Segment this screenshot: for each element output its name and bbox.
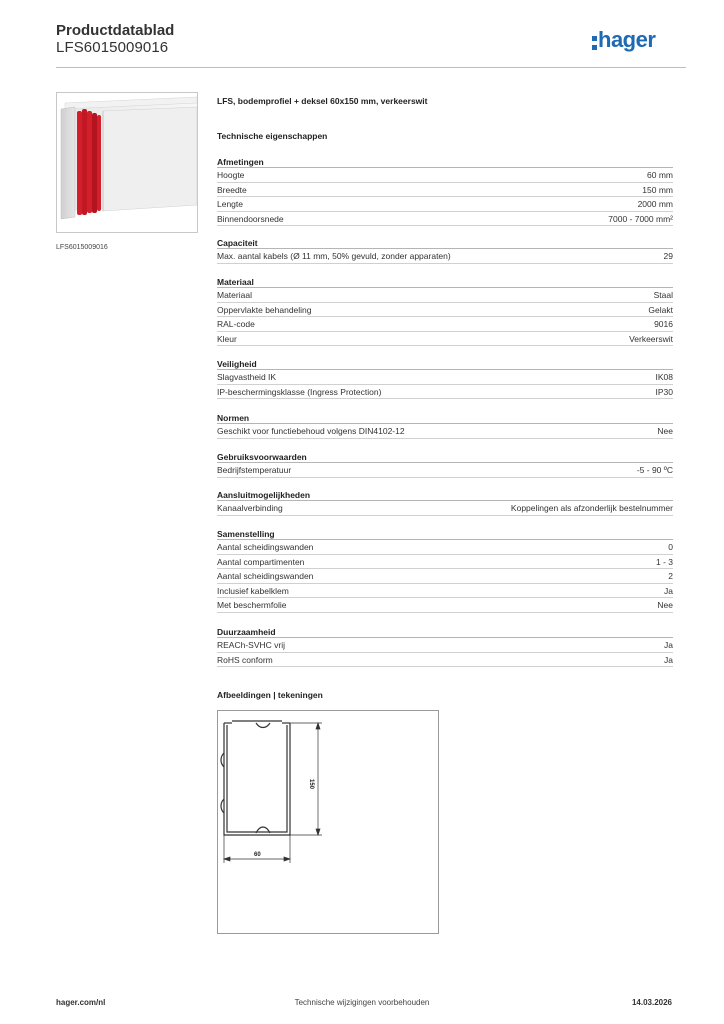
section-veiligheid — [217, 358, 673, 399]
table-row: IP-beschermingsklasse (Ingress Protection) IP30 — [217, 385, 673, 400]
section-aansluitmogelijkheden — [217, 489, 673, 516]
header-divider — [56, 67, 686, 68]
product-image — [56, 92, 198, 233]
product-title: LFS, bodemprofiel + deksel 60x150 mm, verkeerswit — [217, 96, 428, 106]
logo-text: hager — [598, 27, 656, 52]
table-row: Inclusief kabelklem Ja — [217, 584, 673, 599]
section-heading: Aansluitmogelijkheden — [217, 489, 673, 501]
section-duurzaamheid — [217, 626, 673, 667]
footer-website: hager.com/nl — [56, 998, 106, 1007]
table-row: Materiaal Staal — [217, 288, 673, 303]
section-normen — [217, 412, 673, 439]
logo-dots-icon — [592, 36, 597, 54]
section-samenstelling — [217, 528, 673, 613]
table-row: Max. aantal kabels (Ø 11 mm, 50% gevuld, zonder apparaten) 29 — [217, 249, 673, 264]
table-row: Kleur Verkeerswit — [217, 332, 673, 347]
table-row: Aantal compartimenten 1 - 3 — [217, 555, 673, 570]
footer-disclaimer: Technische wijzigingen voorbehouden — [294, 998, 430, 1007]
cable-trunking-icon — [57, 93, 198, 233]
section-heading: Capaciteit — [217, 237, 673, 249]
section-heading: Samenstelling — [217, 528, 673, 540]
table-row: Hoogte 60 mm — [217, 168, 673, 183]
table-row: RAL-code 9016 — [217, 317, 673, 332]
section-heading: Materiaal — [217, 276, 673, 288]
article-number: LFS6015009016 — [56, 39, 169, 56]
table-row: Met beschermfolie Nee — [217, 598, 673, 613]
footer-date: 14.03.2026 — [631, 998, 672, 1007]
section-afmetingen — [217, 156, 673, 226]
table-row: Kanaalverbinding Koppelingen als afzonderlijk bestelnummer — [217, 501, 673, 516]
section-capaciteit — [217, 237, 673, 264]
section-heading: Afmetingen — [217, 156, 673, 168]
section-heading: Gebruiksvoorwaarden — [217, 451, 673, 463]
hager-logo — [592, 28, 676, 58]
table-row: REACh-SVHC vrij Ja — [217, 638, 673, 653]
drawings-heading: Afbeeldingen | tekeningen — [217, 690, 323, 700]
tech-properties-heading: Technische eigenschappen — [217, 131, 328, 141]
table-row: Aantal scheidingswanden 0 — [217, 540, 673, 555]
dim-height-label: 150 — [308, 779, 314, 790]
table-row: Slagvastheid IK IK08 — [217, 370, 673, 385]
dim-width-label: 60 — [254, 852, 261, 858]
table-row: Lengte 2000 mm — [217, 197, 673, 212]
image-caption: LFS6015009016 — [56, 244, 108, 251]
section-heading: Duurzaamheid — [217, 626, 673, 638]
cross-section-drawing-icon — [218, 711, 440, 935]
table-row: Geschikt voor functiebehoud volgens DIN4102-12 Nee — [217, 424, 673, 439]
table-row: Breedte 150 mm — [217, 183, 673, 198]
section-heading: Veiligheid — [217, 358, 673, 370]
section-heading: Normen — [217, 412, 673, 424]
table-row: Oppervlakte behandeling Gelakt — [217, 303, 673, 318]
table-row: Aantal scheidingswanden 2 — [217, 569, 673, 584]
table-row: Binnendoorsnede 7000 - 7000 mm² — [217, 212, 673, 227]
section-materiaal — [217, 276, 673, 346]
document-title: Productdatablad — [56, 22, 175, 39]
table-row: RoHS conform Ja — [217, 653, 673, 668]
technical-drawing — [217, 710, 439, 934]
table-row: Bedrijfstemperatuur -5 - 90 ºC — [217, 463, 673, 478]
section-gebruiksvoorwaarden — [217, 451, 673, 478]
